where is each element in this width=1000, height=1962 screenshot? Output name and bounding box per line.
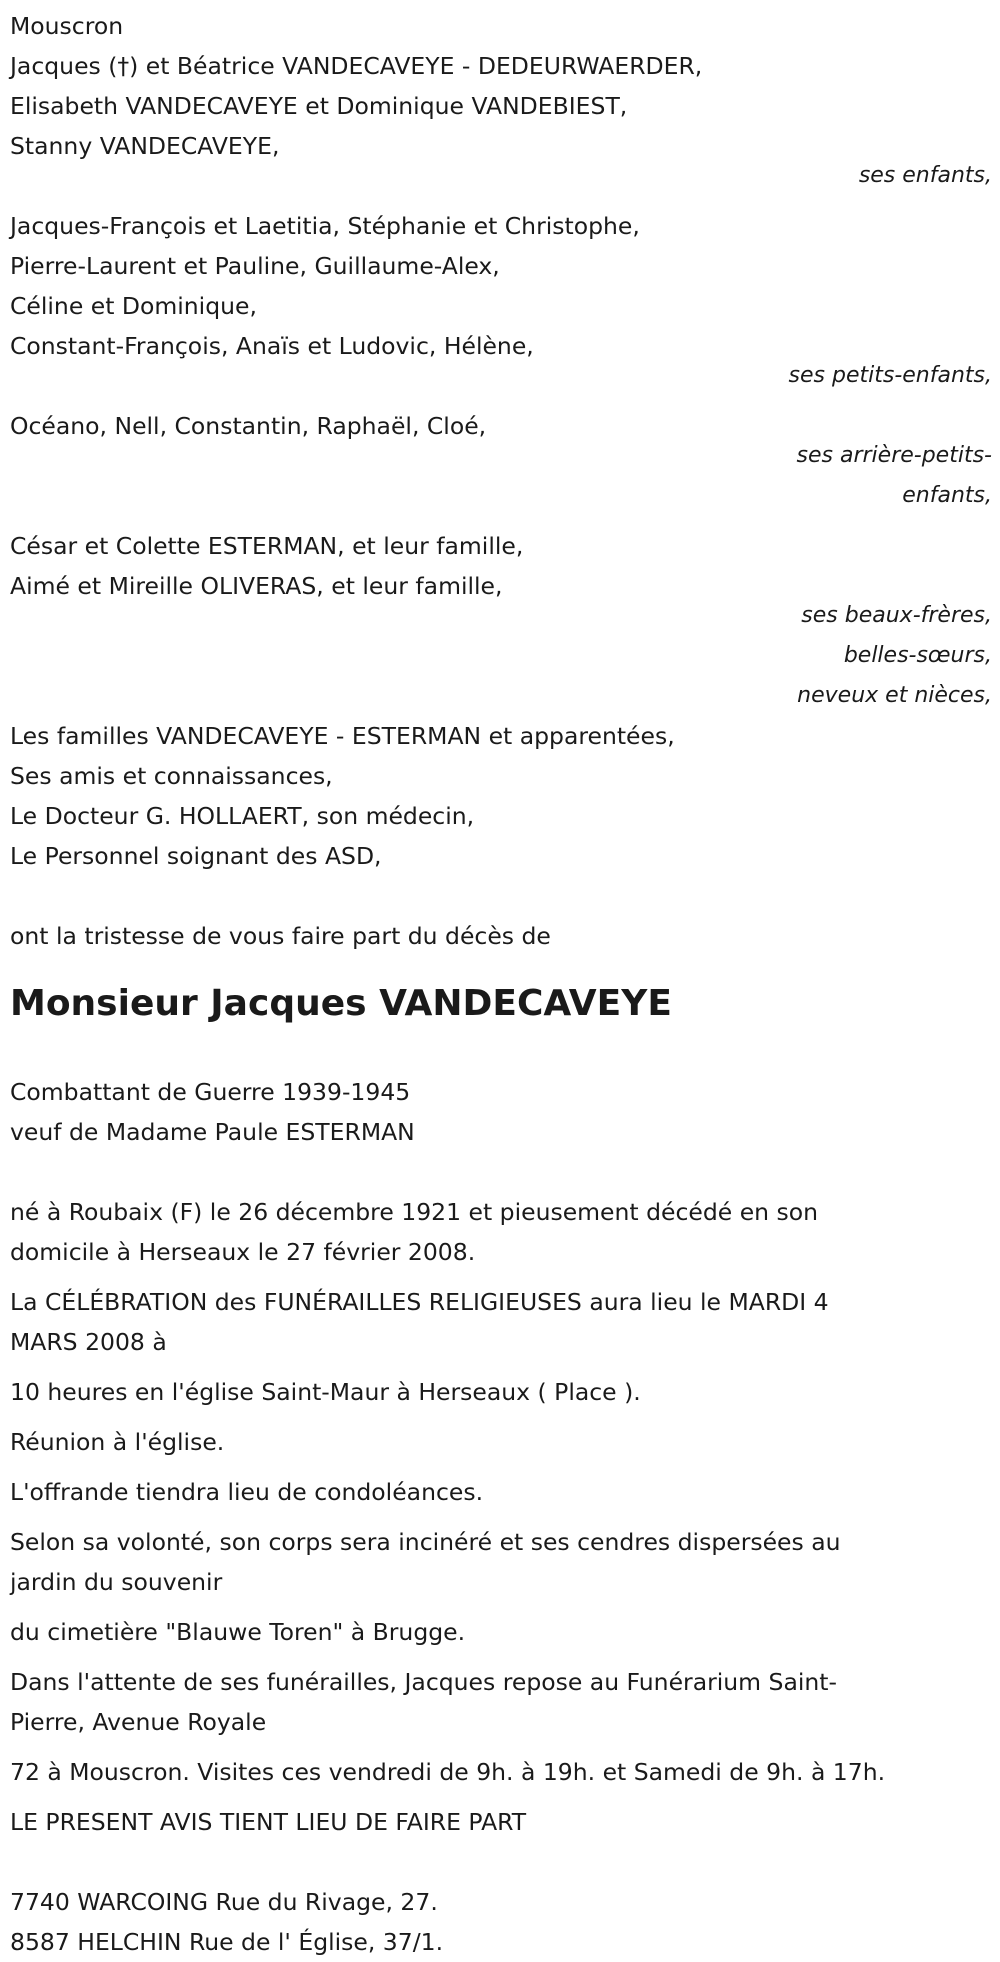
paragraph [10, 1192, 992, 1272]
paragraph-line: L'offrande tiendra lieu de condoléances. [10, 1478, 484, 1506]
grandchildren-group [10, 206, 992, 396]
paragraph-line: 10 heures en l'église Saint-Maur à Herseaux ( Place ). [10, 1378, 641, 1406]
relation-text: ses arrière-petits- [796, 443, 992, 468]
children-group [10, 46, 992, 196]
deceased-details [10, 1072, 992, 1152]
relation-label [10, 436, 992, 516]
paragraph-line: jardin du souvenir [10, 1568, 223, 1596]
paragraph-line: 72 à Mouscron. Visites ces vendredi de 9h. à 19h. et Samedi de 9h. à 17h. [10, 1758, 886, 1786]
relation-text: belles-sœurs, [843, 643, 992, 668]
deceased-name: Monsieur Jacques VANDECAVEYE [10, 983, 672, 1024]
announcement: ont la tristesse de vous faire part du décès de [10, 922, 551, 950]
family-line: Aimé et Mireille OLIVERAS, et leur famille, [10, 572, 503, 600]
addresses [10, 1882, 992, 1962]
relation-text: ses petits-enfants, [788, 363, 992, 388]
family-line: Le Docteur G. HOLLAERT, son médecin, [10, 802, 475, 830]
paragraph-line: MARS 2008 à [10, 1328, 167, 1356]
family-line: Ses amis et connaissances, [10, 762, 333, 790]
family-line: César et Colette ESTERMAN, et leur famille, [10, 532, 524, 560]
family-line: Les familles VANDECAVEYE - ESTERMAN et apparentées, [10, 722, 675, 750]
paragraph-line: LE PRESENT AVIS TIENT LIEU DE FAIRE PART [10, 1808, 527, 1836]
paragraph [10, 1802, 992, 1842]
paragraph [10, 1752, 992, 1792]
paragraph-line: La CÉLÉBRATION des FUNÉRAILLES RELIGIEUSES aura lieu le MARDI 4 [10, 1288, 829, 1316]
relation-text: neveux et nièces, [797, 683, 992, 708]
family-line: Pierre-Laurent et Pauline, Guillaume-Alex, [10, 252, 500, 280]
paragraph-line: domicile à Herseaux le 27 février 2008. [10, 1238, 476, 1266]
paragraph [10, 1612, 992, 1652]
paragraph-line: né à Roubaix (F) le 26 décembre 1921 et pieusement décédé en son [10, 1198, 819, 1226]
location: Mouscron [10, 12, 124, 40]
family-line: Céline et Dominique, [10, 292, 257, 320]
family-line: Jacques (†) et Béatrice VANDECAVEYE - DEDEURWAERDER, [10, 52, 703, 80]
paragraph-line: Dans l'attente de ses funérailles, Jacques repose au Funérarium Saint- [10, 1668, 837, 1696]
family-line: Océano, Nell, Constantin, Raphaël, Cloé, [10, 412, 487, 440]
paragraph-line: Selon sa volonté, son corps sera incinéré et ses cendres dispersées au [10, 1528, 841, 1556]
paragraph-line: Réunion à l'église. [10, 1428, 225, 1456]
paragraph [10, 1422, 992, 1462]
paragraph [10, 1372, 992, 1412]
great-grandchildren-group [10, 406, 992, 516]
paragraph [10, 1282, 992, 1362]
funeral-notice [10, 6, 992, 1962]
relation-label [10, 596, 992, 716]
address-line: 7740 WARCOING Rue du Rivage, 27. [10, 1888, 438, 1916]
paragraph [10, 1662, 992, 1742]
address-line: 8587 HELCHIN Rue de l' Église, 37/1. [10, 1928, 444, 1956]
location-line [10, 6, 992, 46]
announcement-line [10, 916, 992, 956]
family-line: Constant-François, Anaïs et Ludovic, Hélène, [10, 332, 534, 360]
relation-text: ses enfants, [858, 163, 992, 188]
in-laws-group [10, 526, 992, 716]
family-line: Stanny VANDECAVEYE, [10, 132, 280, 160]
family-line: Le Personnel soignant des ASD, [10, 842, 382, 870]
detail-line: veuf de Madame Paule ESTERMAN [10, 1118, 415, 1146]
paragraph [10, 1522, 992, 1602]
relation-text: ses beaux-frères, [801, 603, 992, 628]
paragraph-line: Pierre, Avenue Royale [10, 1708, 267, 1736]
others-group [10, 716, 992, 876]
family-line: Jacques-François et Laetitia, Stéphanie et Christophe, [10, 212, 640, 240]
relation-text: enfants, [902, 483, 992, 508]
paragraph-line: du cimetière "Blauwe Toren" à Brugge. [10, 1618, 466, 1646]
family-line: Elisabeth VANDECAVEYE et Dominique VANDEBIEST, [10, 92, 628, 120]
paragraph [10, 1472, 992, 1512]
detail-line: Combattant de Guerre 1939-1945 [10, 1078, 411, 1106]
